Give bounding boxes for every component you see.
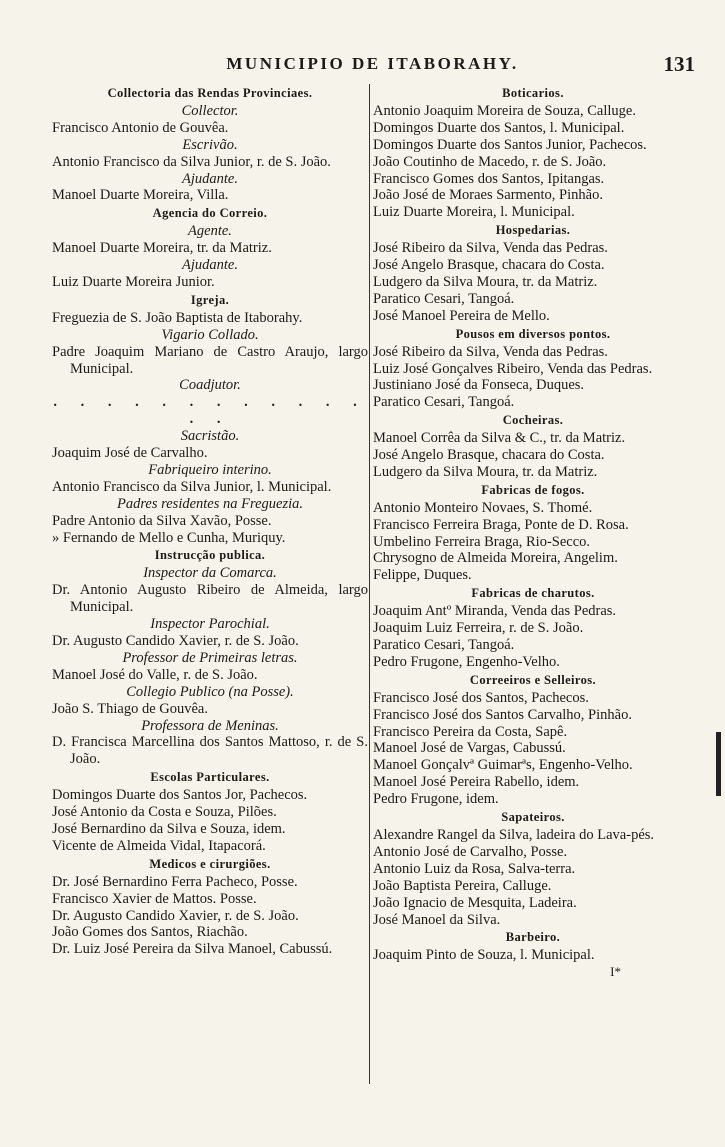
section-heading: Escolas Particulares. bbox=[150, 770, 270, 785]
section-heading: Agencia do Correio. bbox=[152, 206, 268, 221]
directory-entry: Pedro Frugone, Engenho-Velho. bbox=[373, 653, 560, 670]
role-heading: Vigario Collado. bbox=[161, 326, 259, 343]
directory-entry: José Angelo Brasque, chacara do Costa. bbox=[373, 447, 605, 464]
directory-entry: Antonio Joaquim Moreira de Souza, Calluge. bbox=[373, 102, 636, 119]
page-title: MUNICIPIO DE ITABORAHY. bbox=[226, 54, 519, 73]
directory-entry: Pedro Frugone, idem. bbox=[373, 791, 499, 808]
directory-entry: João S. Thiago de Gouvêa. bbox=[52, 700, 208, 717]
role-heading: Inspector da Comarca. bbox=[143, 565, 277, 582]
directory-entry: Domingos Duarte dos Santos Jor, Pachecos. bbox=[52, 787, 308, 804]
section-heading: Instrucção publica. bbox=[154, 548, 266, 563]
directory-entry: João Baptista Pereira, Calluge. bbox=[373, 877, 552, 894]
directory-entry: D. Francisca Marcellina dos Santos Mattoso, r. de S. João. bbox=[52, 734, 368, 768]
directory-entry: Padre Antonio da Silva Xavão, Posse. bbox=[52, 512, 272, 529]
directory-entry: Francisco Xavier de Mattos. Posse. bbox=[52, 890, 257, 907]
directory-entry: Paratico Cesari, Tangoá. bbox=[373, 637, 515, 653]
signature-mark: I* bbox=[610, 964, 621, 980]
section-heading: Hospedarias. bbox=[495, 223, 571, 238]
role-heading: Escrivão. bbox=[182, 136, 238, 153]
section-heading: Igreja. bbox=[190, 292, 230, 307]
role-heading: Sacristão. bbox=[180, 428, 240, 445]
directory-entry: Manoel Duarte Moreira, tr. da Matriz. bbox=[52, 240, 272, 257]
directory-entry: Antonio Luiz da Rosa, Salva-terra. bbox=[373, 860, 576, 877]
role-heading: Ajudante. bbox=[182, 257, 238, 274]
role-heading: Fabriqueiro interino. bbox=[148, 461, 272, 478]
directory-entry: Domingos Duarte dos Santos, l. Municipal. bbox=[373, 119, 625, 136]
role-heading: Collegio Publico (na Posse). bbox=[126, 683, 294, 700]
directory-entry: Joaquim Pinto de Souza, l. Municipal. bbox=[373, 947, 595, 964]
directory-entry: Manoel José Pereira Rabello, idem. bbox=[373, 774, 580, 791]
directory-entry: Padre Joaquim Mariano de Castro Araujo, largo Municipal. bbox=[52, 343, 368, 377]
section-heading: Fabricas de fogos. bbox=[481, 482, 585, 497]
directory-entry: Dr. Augusto Candido Xavier, r. de S. João. bbox=[52, 907, 299, 924]
directory-entry: João José de Moraes Sarmento, Pinhão. bbox=[373, 187, 603, 204]
page-number: 131 bbox=[663, 52, 695, 76]
directory-entry: Francisco Ferreira Braga, Ponte de D. Rosa. bbox=[373, 516, 629, 533]
section-heading: Medicos e cirurgiões. bbox=[149, 856, 271, 871]
left-column bbox=[52, 84, 368, 958]
directory-entry: Dr. Antonio Augusto Ribeiro de Almeida, largo Municipal. bbox=[52, 582, 368, 616]
directory-entry: José Ribeiro da Silva, Venda das Pedras. bbox=[373, 240, 608, 257]
directory-entry: Chrysogno de Almeida Moreira, Angelim. bbox=[373, 550, 618, 567]
directory-entry: Luiz Duarte Moreira, l. Municipal. bbox=[373, 204, 575, 221]
directory-entry: » Fernando de Mello e Cunha, Muriquy. bbox=[52, 529, 286, 546]
margin-mark bbox=[716, 732, 721, 796]
directory-entry: Antonio José de Carvalho, Posse. bbox=[373, 843, 568, 860]
directory-entry: Manoel Corrêa da Silva & C., tr. da Matriz. bbox=[373, 430, 626, 447]
directory-entry: José Ribeiro da Silva, Venda das Pedras. bbox=[373, 343, 608, 360]
directory-entry: Justiniano José da Fonseca, Duques. bbox=[373, 377, 585, 394]
directory-entry: José Angelo Brasque, chacara do Costa. bbox=[373, 257, 605, 274]
directory-entry: Dr. José Bernardino Ferra Pacheco, Posse. bbox=[52, 873, 298, 890]
directory-entry: Paratico Cesari, Tangoá. bbox=[373, 290, 515, 307]
directory-entry: Paratico Cesari, Tangoá. bbox=[373, 394, 515, 411]
directory-entry: Luiz José Gonçalves Ribeiro, Venda das Pedras. bbox=[373, 360, 653, 377]
directory-entry: Felippe, Duques. bbox=[373, 567, 472, 584]
role-heading: Agente. bbox=[188, 223, 232, 240]
directory-entry: Joaquim José de Carvalho. bbox=[52, 445, 208, 462]
section-heading: Sapateiros. bbox=[501, 810, 565, 825]
role-heading: Inspector Parochial. bbox=[150, 616, 270, 633]
directory-entry: Umbelino Ferreira Braga, Rio-Secco. bbox=[373, 533, 591, 550]
directory-entry: Antonio Francisco da Silva Junior, l. Municipal. bbox=[52, 478, 332, 495]
directory-entry: Freguezia de S. João Baptista de Itaborahy. bbox=[52, 309, 303, 326]
directory-entry: Dr. Luiz José Pereira da Silva Manoel, Cabussú. bbox=[52, 941, 333, 958]
directory-entry: Alexandre Rangel da Silva, ladeira do Lava-pés. bbox=[373, 826, 655, 843]
directory-entry: Manoel Duarte Moreira, Villa. bbox=[52, 187, 229, 204]
directory-entry: Francisco Pereira da Costa, Sapê. bbox=[373, 723, 568, 740]
section-heading: Cocheiras. bbox=[502, 413, 564, 428]
section-heading: Barbeiro. bbox=[505, 930, 561, 945]
directory-entry: João Coutinho de Macedo, r. de S. João. bbox=[373, 153, 607, 170]
role-heading: Collector. bbox=[181, 102, 239, 119]
directory-entry: José Manoel da Silva. bbox=[373, 911, 501, 928]
directory-entry: Francisco Antonio de Gouvêa. bbox=[52, 119, 229, 136]
section-heading: Boticarios. bbox=[502, 86, 564, 100]
section-heading: Correeiros e Selleiros. bbox=[469, 672, 597, 687]
directory-entry: Luiz Duarte Moreira Junior. bbox=[52, 273, 215, 290]
role-heading: Professora de Meninas. bbox=[141, 717, 279, 734]
directory-entry: José Manoel Pereira de Mello. bbox=[373, 307, 550, 324]
directory-entry: Antonio Francisco da Silva Junior, r. de S. João. bbox=[52, 153, 331, 170]
directory-entry: Manoel José do Valle, r. de S. João. bbox=[52, 666, 258, 683]
directory-entry: Manoel Gonçalvª Guimarªs, Engenho-Velho. bbox=[373, 757, 633, 774]
directory-entry: João Gomes dos Santos, Riachão. bbox=[52, 924, 248, 941]
role-heading: Ajudante. bbox=[182, 170, 238, 187]
right-column bbox=[373, 84, 693, 981]
directory-entry: Ludgero da Silva Moura, tr. da Matriz. bbox=[373, 463, 598, 480]
section-heading: Pousos em diversos pontos. bbox=[455, 326, 611, 341]
role-heading: Padres residentes na Freguezia. bbox=[116, 495, 304, 512]
vacant-dots: . . . . . . . . . . . . . . bbox=[53, 394, 367, 428]
directory-entry: Dr. Augusto Candido Xavier, r. de S. João. bbox=[52, 633, 299, 649]
directory-entry: Antonio Monteiro Novaes, S. Thomé. bbox=[373, 499, 593, 516]
page-header bbox=[50, 52, 695, 80]
directory-entry: Francisco José dos Santos Carvalho, Pinhão. bbox=[373, 706, 632, 723]
directory-entry: Manoel José de Vargas, Cabussú. bbox=[373, 740, 566, 757]
directory-entry: José Bernardino da Silva e Souza, idem. bbox=[52, 820, 286, 837]
section-heading: Collectoria das Rendas Provinciaes. bbox=[107, 86, 313, 100]
directory-entry: Ludgero da Silva Moura, tr. da Matriz. bbox=[373, 273, 598, 290]
role-heading: Professor de Primeiras letras. bbox=[122, 649, 298, 666]
directory-entry: José Antonio da Costa e Souza, Pilões. bbox=[52, 804, 277, 821]
column-divider bbox=[369, 84, 370, 1084]
directory-entry: Domingos Duarte dos Santos Junior, Pachecos. bbox=[373, 136, 647, 153]
directory-entry: Vicente de Almeida Vidal, Itapacorá. bbox=[52, 837, 266, 854]
role-heading: Coadjutor. bbox=[179, 377, 241, 394]
directory-entry: Joaquim Luiz Ferreira, r. de S. João. bbox=[373, 620, 584, 637]
directory-entry: Joaquim Antº Miranda, Venda das Pedras. bbox=[373, 603, 617, 620]
directory-entry: João Ignacio de Mesquita, Ladeira. bbox=[373, 894, 577, 911]
directory-entry: Francisco Gomes dos Santos, Ipitangas. bbox=[373, 170, 605, 187]
section-heading: Fabricas de charutos. bbox=[471, 586, 595, 601]
directory-entry: Francisco José dos Santos, Pachecos. bbox=[373, 689, 589, 706]
